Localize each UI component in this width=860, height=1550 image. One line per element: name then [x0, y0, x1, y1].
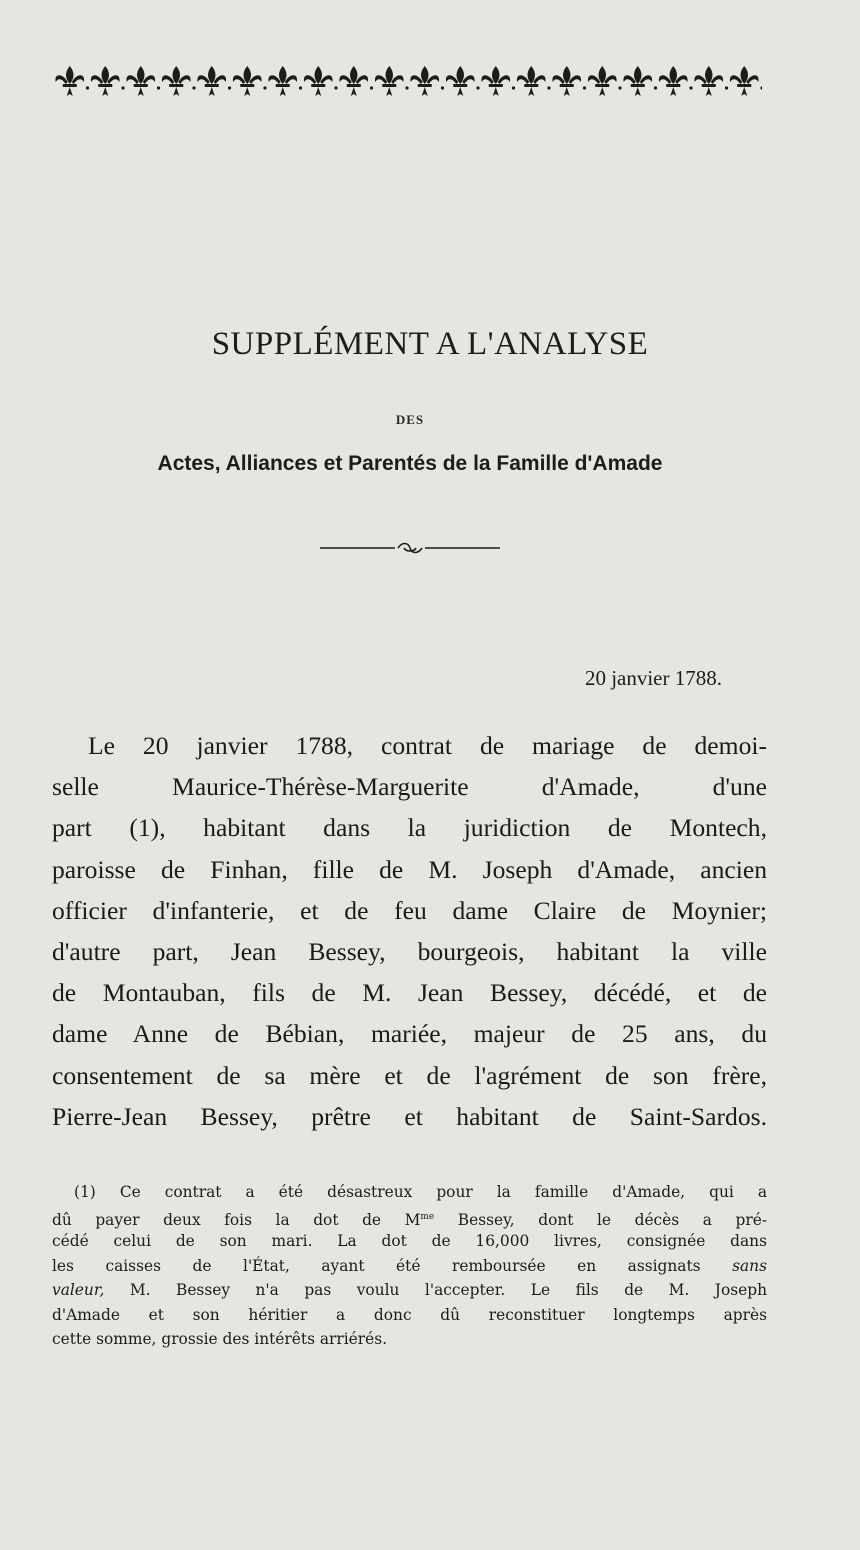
fleur-de-lis-icon: [623, 66, 657, 96]
fleur-de-lis-icon: [694, 66, 728, 96]
fleur-de-lis-icon: [91, 66, 125, 96]
fleur-de-lis-icon: [730, 66, 762, 96]
paragraph-line: consentement de sa mère et de l'agrément de son frère,: [52, 1060, 767, 1090]
fleur-de-lis-icon: [659, 66, 693, 96]
footnote-italic: sans: [732, 1256, 767, 1275]
footnote-text: dû payer deux fois la dot de M: [52, 1210, 421, 1229]
footnote-text: Bessey, dont le décès a pré-: [434, 1210, 768, 1229]
fleur-de-lis-icon: [552, 66, 586, 96]
page-subtitle: Actes, Alliances et Parentés de la Famille d'Amade: [157, 452, 663, 475]
fleur-de-lis-icon: [197, 66, 231, 96]
paragraph-line: part (1), habitant dans la juridiction de Montech,: [52, 813, 767, 843]
footnote-line: (1) Ce contrat a été désastreux pour la famille d'Amade, qui a: [74, 1183, 767, 1201]
footnote-line: [52, 1254, 767, 1279]
footnote-line: d'Amade et son héritier a donc dû reconstituer longtemps après: [52, 1305, 767, 1324]
paragraph-line: officier d'infanterie, et de feu dame Claire de Moynier;: [52, 895, 767, 925]
fleur-de-lis-band-icon: [52, 64, 762, 104]
footnote-text: M. Bessey n'a pas voulu l'accepter. Le fils de M. Joseph: [104, 1281, 767, 1299]
page-title: SUPPLÉMENT A L'ANALYSE: [211, 326, 649, 362]
footnote-line: [52, 1205, 767, 1230]
entry-date: 20 janvier 1788.: [584, 666, 722, 690]
paragraph-line: de Montauban, fils de M. Jean Bessey, décédé, et de: [52, 978, 767, 1008]
paragraph-line: selle Maurice-Thérèse-Marguerite d'Amade, d'une: [52, 772, 767, 802]
footnote-line: cédé celui de son mari. La dot de 16,000 livres, consignée dans: [52, 1232, 767, 1250]
footnote-text: les caisses de l'État, ayant été remboursée en assignats: [52, 1256, 733, 1275]
entry-paragraph: [52, 725, 767, 1137]
fleur-de-lis-icon: [304, 66, 338, 96]
paragraph-line: paroisse de Finhan, fille de M. Joseph d'Amade, ancien: [52, 854, 767, 884]
paragraph-line: d'autre part, Jean Bessey, bourgeois, habitant la ville: [52, 936, 767, 966]
footnote: [52, 1180, 767, 1352]
title-connector: DES: [395, 412, 425, 427]
fleur-de-lis-icon: [268, 66, 302, 96]
flourish-separator-icon: [320, 538, 500, 558]
fleur-de-lis-icon: [410, 66, 444, 96]
footnote-italic: valeur,: [52, 1281, 105, 1299]
fleur-de-lis-icon: [517, 66, 551, 96]
fleur-de-lis-icon: [233, 66, 267, 96]
fleur-de-lis-icon: [339, 66, 373, 96]
fleur-de-lis-icon: [446, 66, 480, 96]
fleur-de-lis-icon: [375, 66, 409, 96]
paragraph-line: Pierre-Jean Bessey, prêtre et habitant de Saint-Sardos.: [52, 1101, 767, 1131]
paragraph-line: Le 20 janvier 1788, contrat de mariage de demoi-: [88, 731, 767, 760]
fleur-de-lis-icon: [588, 66, 622, 96]
fleur-de-lis-icon: [55, 66, 89, 96]
footnote-line: [52, 1278, 767, 1303]
paragraph-line: dame Anne de Bébian, mariée, majeur de 25 ans, du: [52, 1019, 767, 1049]
fleur-de-lis-icon: [481, 66, 515, 96]
fleur-de-lis-icon: [162, 66, 196, 96]
fleur-de-lis-icon: [126, 66, 160, 96]
footnote-superscript: me: [420, 1211, 435, 1222]
footnote-line: cette somme, grossie des intérêts arriérés.: [52, 1330, 388, 1348]
